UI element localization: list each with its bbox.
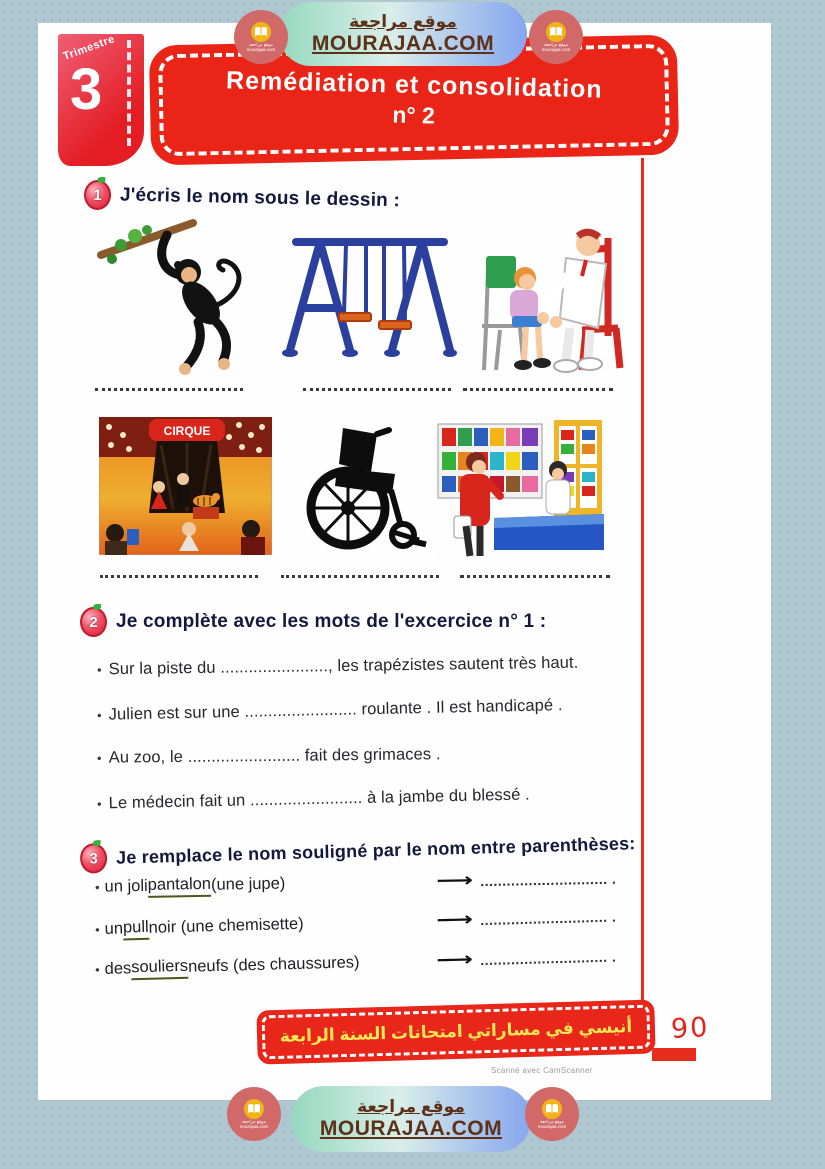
book-series-title-arabic: أنيسي في مساراتي امتحانات السنة الرابعة <box>279 1017 633 1046</box>
site-logo <box>227 1087 281 1141</box>
exercise2-title: Je complète avec les mots de l'excercice n° 1 : <box>116 611 547 632</box>
exercise3-number-badge: 3 <box>80 843 108 874</box>
logo-text-arabic: موقع مراجعة <box>539 1118 565 1124</box>
book-series-banner <box>256 999 655 1064</box>
logo-text-domain: mourajaa.com <box>246 47 276 52</box>
answer-line[interactable] <box>95 388 243 391</box>
exercise3-title: Je remplace le nom souligné par le nom entre parenthèses: <box>115 832 636 868</box>
figure-circus <box>99 417 272 560</box>
exercise1-title: J'écris le nom sous le dessin : <box>119 184 401 212</box>
site-name-arabic[interactable]: موقع مراجعة <box>357 1097 465 1116</box>
logo-text-domain: mourajaa.com <box>239 1124 269 1129</box>
item-text-post: noir (une chemisette) <box>148 914 304 937</box>
fill-in-sentence: • Au zoo, le ........................ fait des grimaces . <box>97 745 441 768</box>
site-logo <box>234 10 288 64</box>
answer-line[interactable] <box>463 388 613 391</box>
site-logo <box>529 10 583 64</box>
exercise2-number-badge: 2 <box>80 607 107 637</box>
exercise2-header <box>80 607 546 637</box>
underlined-word: pantalon <box>148 874 212 897</box>
item-text-post: (une jupe) <box>210 874 286 894</box>
site-logo <box>525 1087 579 1141</box>
answer-dots[interactable]: ............................. . <box>480 908 617 928</box>
monkey-illustration <box>95 215 250 380</box>
site-name-arabic[interactable]: موقع مراجعة <box>349 12 457 31</box>
figure-doctor <box>470 210 625 383</box>
header-site-pill <box>279 2 527 66</box>
answer-line[interactable] <box>303 388 451 391</box>
figure-shop <box>436 418 604 563</box>
arrow-icon: ⟶ <box>436 870 474 892</box>
red-strip <box>652 1048 696 1061</box>
trimester-ribbon <box>58 34 144 166</box>
circus-sign-text: CIRQUE <box>163 424 211 438</box>
underlined-word: pull <box>123 917 149 940</box>
logo-text-arabic: موقع مراجعة <box>241 1118 267 1124</box>
footer-site-pill <box>291 1086 531 1152</box>
site-domain-link[interactable]: MOURAJAA.COM <box>311 32 495 55</box>
book-icon <box>244 1099 264 1119</box>
figure-wheelchair <box>303 420 431 558</box>
arrow-icon: ⟶ <box>435 949 474 972</box>
underlined-word: souliers <box>131 956 188 979</box>
doctor-bandaging-child-illustration <box>470 210 625 378</box>
book-icon <box>542 1099 562 1119</box>
fill-in-sentence: • Le médecin fait un ........................ à la jambe du blessé . <box>97 785 530 813</box>
exercise1-number-badge: 1 <box>84 180 112 211</box>
logo-text-domain: mourajaa.com <box>541 47 571 52</box>
figure-monkey <box>95 215 250 385</box>
item-text-pre: • un joli <box>104 876 148 896</box>
answer-line[interactable] <box>281 575 439 578</box>
answer-dots[interactable]: ............................. . <box>480 870 617 889</box>
trimester-label: Trimestre <box>61 33 117 63</box>
page-title-number: n° 2 <box>392 101 436 129</box>
logo-text-domain: mourajaa.com <box>537 1124 567 1129</box>
swing-set-illustration <box>282 226 457 358</box>
item-text-pre: • un <box>104 919 124 938</box>
trimester-number: 3 <box>70 57 103 122</box>
book-icon <box>251 22 271 42</box>
circus-illustration <box>99 417 272 555</box>
page-title: Remédiation et consolidation <box>225 66 603 104</box>
item-text-pre: • des <box>104 959 132 978</box>
answer-line[interactable] <box>100 575 258 578</box>
site-domain-link[interactable]: MOURAJAA.COM <box>319 1117 503 1140</box>
logo-text-arabic: موقع مراجعة <box>248 41 274 47</box>
book-icon <box>546 22 566 42</box>
item-text-post: neufs (des chaussures) <box>187 953 360 976</box>
figure-swing <box>282 226 457 363</box>
answer-dots[interactable]: ............................. . <box>480 948 617 968</box>
fill-in-sentence: • Sur la piste du ......................., les trapézistes sautent très haut. <box>97 654 579 680</box>
wheelchair-illustration <box>303 420 431 553</box>
camscanner-watermark: Scanné avec CamScanner <box>491 1066 593 1075</box>
fill-in-sentence: • Julien est sur une ........................ roulante . Il est handicapé . <box>97 696 563 725</box>
ribbon-dashed-line <box>127 40 131 146</box>
logo-text-arabic: موقع مراجعة <box>543 41 569 47</box>
shop-counter-illustration <box>436 418 604 558</box>
page-number: 90 <box>670 1012 711 1045</box>
answer-line[interactable] <box>460 575 610 578</box>
arrow-icon: ⟶ <box>435 909 474 932</box>
